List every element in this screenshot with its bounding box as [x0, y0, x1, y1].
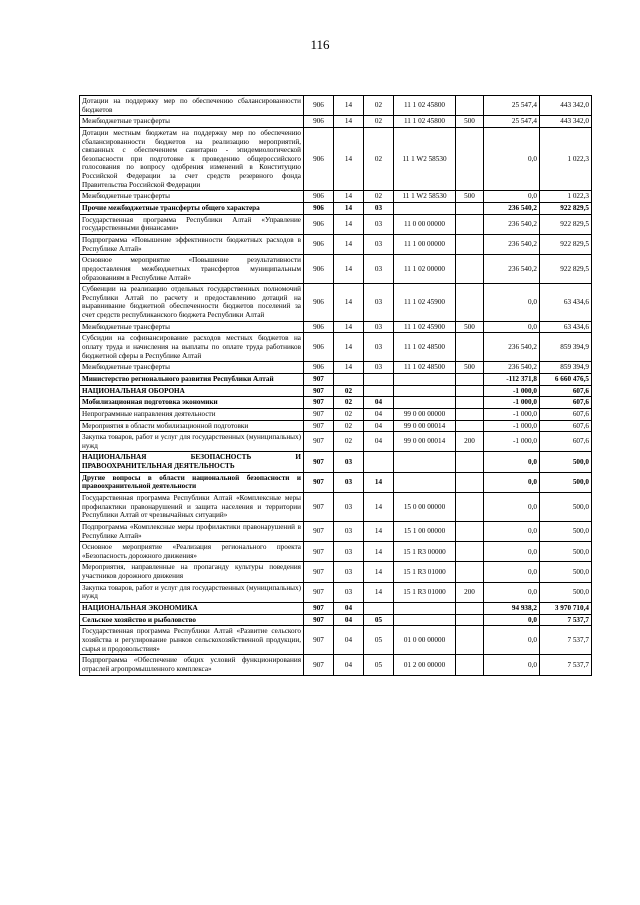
row-section-code: 14: [334, 234, 364, 254]
row-expense-type-code: [456, 521, 484, 541]
row-subsection-code: 03: [364, 362, 394, 374]
table-row: [80, 116, 592, 128]
row-amount-total: 500,0: [540, 562, 592, 582]
row-name: Другие вопросы в области национальной безопасности и правоохранительной деятельности: [80, 472, 304, 492]
row-section-code: 03: [334, 452, 364, 472]
table-row: [80, 408, 592, 420]
row-amount-total: 859 394,9: [540, 333, 592, 362]
row-section-code: 03: [334, 582, 364, 602]
table-row: [80, 582, 592, 602]
table-row: [80, 96, 592, 116]
row-section-code: 03: [334, 542, 364, 562]
table-row: [80, 127, 592, 190]
row-target-code: 11 1 02 00000: [394, 255, 456, 284]
row-target-code: [394, 472, 456, 492]
row-target-code: 99 0 00 00014: [394, 420, 456, 432]
row-ministry-code: 906: [304, 255, 334, 284]
table-row: [80, 562, 592, 582]
row-subsection-code: 04: [364, 397, 394, 409]
table-row: [80, 214, 592, 234]
table-row: [80, 521, 592, 541]
row-amount-change: 94 938,2: [484, 603, 540, 615]
row-target-code: [394, 203, 456, 215]
table-row: [80, 321, 592, 333]
row-section-code: 02: [334, 408, 364, 420]
table-row: [80, 234, 592, 254]
row-amount-change: 25 547,4: [484, 96, 540, 116]
row-expense-type-code: [456, 420, 484, 432]
row-name: НАЦИОНАЛЬНАЯ ОБОРОНА: [80, 385, 304, 397]
table-row: [80, 284, 592, 322]
row-expense-type-code: 500: [456, 321, 484, 333]
row-subsection-code: 02: [364, 116, 394, 128]
row-target-code: 11 1 02 45800: [394, 116, 456, 128]
row-name: Мероприятия в области мобилизационной подготовки: [80, 420, 304, 432]
row-amount-total: 607,6: [540, 397, 592, 409]
row-subsection-code: 03: [364, 284, 394, 322]
row-subsection-code: [364, 385, 394, 397]
row-section-code: [334, 373, 364, 385]
row-expense-type-code: [456, 655, 484, 675]
row-expense-type-code: 500: [456, 362, 484, 374]
row-target-code: 15 1 R3 01000: [394, 582, 456, 602]
row-amount-change: 0,0: [484, 562, 540, 582]
row-expense-type-code: [456, 385, 484, 397]
row-amount-change: 0,0: [484, 542, 540, 562]
row-expense-type-code: [456, 203, 484, 215]
row-ministry-code: 907: [304, 452, 334, 472]
row-name: Прочие межбюджетные трансферты общего характера: [80, 203, 304, 215]
row-expense-type-code: [456, 472, 484, 492]
table-row: [80, 385, 592, 397]
row-section-code: 03: [334, 492, 364, 521]
row-amount-change: 236 540,2: [484, 214, 540, 234]
table-row: [80, 472, 592, 492]
row-ministry-code: 907: [304, 385, 334, 397]
row-expense-type-code: [456, 492, 484, 521]
row-target-code: 11 1 02 48500: [394, 362, 456, 374]
row-amount-total: 607,6: [540, 408, 592, 420]
row-target-code: 01 2 00 00000: [394, 655, 456, 675]
row-amount-total: 500,0: [540, 582, 592, 602]
row-expense-type-code: [456, 603, 484, 615]
row-section-code: 14: [334, 116, 364, 128]
row-target-code: 11 1 02 48500: [394, 333, 456, 362]
row-name: Субсидии на софинансирование расходов местных бюджетов на оплату труда и начисления на выплаты по оплате труда работников бюджетной сферы в Республике Алтай: [80, 333, 304, 362]
row-expense-type-code: [456, 452, 484, 472]
table-row: [80, 362, 592, 374]
row-name: Межбюджетные трансферты: [80, 362, 304, 374]
row-amount-total: 607,6: [540, 420, 592, 432]
row-expense-type-code: [456, 562, 484, 582]
row-subsection-code: 04: [364, 432, 394, 452]
row-subsection-code: 03: [364, 214, 394, 234]
row-name: НАЦИОНАЛЬНАЯ БЕЗОПАСНОСТЬ И ПРАВООХРАНИТЕЛЬНАЯ ДЕЯТЕЛЬНОСТЬ: [80, 452, 304, 472]
row-ministry-code: 907: [304, 521, 334, 541]
row-ministry-code: 907: [304, 614, 334, 626]
row-amount-change: 236 540,2: [484, 362, 540, 374]
row-target-code: [394, 614, 456, 626]
row-name: Дотации на поддержку мер по обеспечению сбалансированности бюджетов: [80, 96, 304, 116]
row-ministry-code: 906: [304, 234, 334, 254]
row-amount-change: 236 540,2: [484, 234, 540, 254]
row-amount-change: 0,0: [484, 614, 540, 626]
row-amount-change: 0,0: [484, 191, 540, 203]
row-ministry-code: 907: [304, 603, 334, 615]
row-target-code: 11 1 W2 58530: [394, 191, 456, 203]
row-amount-change: 0,0: [484, 521, 540, 541]
row-ministry-code: 907: [304, 472, 334, 492]
row-amount-total: 63 434,6: [540, 284, 592, 322]
row-amount-change: 0,0: [484, 127, 540, 190]
row-target-code: [394, 397, 456, 409]
row-ministry-code: 906: [304, 127, 334, 190]
row-section-code: 04: [334, 614, 364, 626]
page-number: 116: [310, 37, 330, 52]
row-subsection-code: 02: [364, 191, 394, 203]
row-amount-total: 6 660 476,5: [540, 373, 592, 385]
table-row: [80, 492, 592, 521]
row-amount-total: 500,0: [540, 472, 592, 492]
row-ministry-code: 907: [304, 373, 334, 385]
row-amount-change: 0,0: [484, 284, 540, 322]
row-amount-total: 500,0: [540, 542, 592, 562]
row-target-code: 15 0 00 00000: [394, 492, 456, 521]
row-expense-type-code: [456, 127, 484, 190]
row-section-code: 04: [334, 626, 364, 655]
row-amount-total: 7 537,7: [540, 614, 592, 626]
row-section-code: 14: [334, 96, 364, 116]
table-row: [80, 655, 592, 675]
table-row: [80, 452, 592, 472]
row-subsection-code: 14: [364, 521, 394, 541]
row-section-code: 14: [334, 203, 364, 215]
row-expense-type-code: [456, 333, 484, 362]
row-amount-change: 0,0: [484, 472, 540, 492]
row-subsection-code: [364, 373, 394, 385]
row-section-code: 04: [334, 603, 364, 615]
row-target-code: [394, 385, 456, 397]
row-subsection-code: 04: [364, 408, 394, 420]
row-section-code: 03: [334, 562, 364, 582]
row-amount-total: 922 829,5: [540, 214, 592, 234]
row-section-code: 14: [334, 127, 364, 190]
row-name: Государственная программа Республики Алтай «Развитие сельского хозяйства и регулирование рынков сельскохозяйственной продукции, сырья и продовольствия»: [80, 626, 304, 655]
row-amount-total: 500,0: [540, 492, 592, 521]
table-row: [80, 373, 592, 385]
row-amount-total: 3 970 710,4: [540, 603, 592, 615]
row-ministry-code: 907: [304, 492, 334, 521]
row-section-code: 14: [334, 333, 364, 362]
row-amount-change: 236 540,2: [484, 203, 540, 215]
row-amount-total: 1 022,3: [540, 191, 592, 203]
row-subsection-code: 14: [364, 492, 394, 521]
row-subsection-code: 05: [364, 626, 394, 655]
row-amount-change: -1 000,0: [484, 420, 540, 432]
row-amount-change: 0,0: [484, 626, 540, 655]
row-name: Закупка товаров, работ и услуг для государственных (муниципальных) нужд: [80, 432, 304, 452]
row-amount-change: -1 000,0: [484, 408, 540, 420]
row-amount-change: -112 371,8: [484, 373, 540, 385]
row-expense-type-code: 500: [456, 116, 484, 128]
row-subsection-code: 14: [364, 562, 394, 582]
row-amount-change: 236 540,2: [484, 255, 540, 284]
row-subsection-code: 04: [364, 420, 394, 432]
row-ministry-code: 907: [304, 408, 334, 420]
row-ministry-code: 907: [304, 542, 334, 562]
row-subsection-code: 14: [364, 472, 394, 492]
row-amount-total: 500,0: [540, 521, 592, 541]
row-name: Подпрограмма «Обеспечение общих условий функционирования отраслей агропромышленного комплекса»: [80, 655, 304, 675]
row-expense-type-code: [456, 96, 484, 116]
row-section-code: 03: [334, 521, 364, 541]
row-expense-type-code: 200: [456, 432, 484, 452]
row-target-code: 11 0 00 00000: [394, 214, 456, 234]
row-section-code: 02: [334, 397, 364, 409]
row-name: Межбюджетные трансферты: [80, 191, 304, 203]
row-section-code: 14: [334, 214, 364, 234]
table-row: [80, 542, 592, 562]
row-ministry-code: 906: [304, 96, 334, 116]
row-target-code: 15 1 00 00000: [394, 521, 456, 541]
row-section-code: 14: [334, 191, 364, 203]
row-name: Межбюджетные трансферты: [80, 116, 304, 128]
row-ministry-code: 907: [304, 626, 334, 655]
row-name: Межбюджетные трансферты: [80, 321, 304, 333]
table-row: [80, 614, 592, 626]
row-subsection-code: 03: [364, 203, 394, 215]
row-amount-total: 922 829,5: [540, 234, 592, 254]
row-target-code: [394, 452, 456, 472]
row-subsection-code: [364, 603, 394, 615]
row-amount-change: -1 000,0: [484, 397, 540, 409]
row-amount-change: 0,0: [484, 655, 540, 675]
row-name: Государственная программа Республики Алтай «Комплексные меры профилактики правонарушений и защита населения и территории Республики Алтай от чрезвычайных ситуаций»: [80, 492, 304, 521]
row-amount-total: 607,6: [540, 385, 592, 397]
row-target-code: 11 1 00 00000: [394, 234, 456, 254]
row-ministry-code: 906: [304, 203, 334, 215]
row-name: Мобилизационная подготовка экономики: [80, 397, 304, 409]
row-expense-type-code: [456, 373, 484, 385]
row-expense-type-code: [456, 397, 484, 409]
row-amount-change: -1 000,0: [484, 385, 540, 397]
row-target-code: 11 1 W2 58530: [394, 127, 456, 190]
row-section-code: 02: [334, 432, 364, 452]
row-subsection-code: [364, 452, 394, 472]
row-subsection-code: 03: [364, 321, 394, 333]
row-ministry-code: 907: [304, 432, 334, 452]
row-name: Государственная программа Республики Алтай «Управление государственными финансами»: [80, 214, 304, 234]
row-name: Дотации местным бюджетам на поддержку мер по обеспечению сбалансированности бюджетов на реализацию мероприятий, связанных с обеспечением санитарно - эпидемиологической безопасности при подготовке к проведению общероссийского голосования по вопросу одобрения изменений в Конституцию Российской Федерации за счет средств резервного фонда Правительства Российской Федерации: [80, 127, 304, 190]
row-name: Основное мероприятие «Реализация регионального проекта «Безопасность дорожного движения»: [80, 542, 304, 562]
row-ministry-code: 907: [304, 562, 334, 582]
row-amount-total: 443 342,0: [540, 96, 592, 116]
row-ministry-code: 907: [304, 420, 334, 432]
row-ministry-code: 907: [304, 655, 334, 675]
row-expense-type-code: 200: [456, 582, 484, 602]
row-section-code: 14: [334, 362, 364, 374]
row-name: Непрограммные направления деятельности: [80, 408, 304, 420]
row-expense-type-code: [456, 626, 484, 655]
row-ministry-code: 906: [304, 191, 334, 203]
row-target-code: 11 1 02 45800: [394, 96, 456, 116]
row-ministry-code: 906: [304, 214, 334, 234]
row-ministry-code: 906: [304, 116, 334, 128]
row-amount-total: 443 342,0: [540, 116, 592, 128]
row-subsection-code: 03: [364, 234, 394, 254]
row-expense-type-code: [456, 408, 484, 420]
table-row: [80, 255, 592, 284]
table-row: [80, 397, 592, 409]
row-expense-type-code: [456, 614, 484, 626]
row-target-code: 99 0 00 00000: [394, 408, 456, 420]
row-subsection-code: 03: [364, 255, 394, 284]
row-amount-total: 607,6: [540, 432, 592, 452]
row-amount-change: 0,0: [484, 321, 540, 333]
row-amount-change: 236 540,2: [484, 333, 540, 362]
row-expense-type-code: [456, 234, 484, 254]
row-expense-type-code: 500: [456, 191, 484, 203]
row-amount-change: -1 000,0: [484, 432, 540, 452]
row-subsection-code: 14: [364, 542, 394, 562]
row-name: Основное мероприятие «Повышение результативности предоставления межбюджетных трансфертов муниципальным образованиям в Республике Алтай»: [80, 255, 304, 284]
row-name: Подпрограмма «Комплексные меры профилактики правонарушений в Республике Алтай»: [80, 521, 304, 541]
table-row: [80, 420, 592, 432]
table-row: [80, 603, 592, 615]
row-target-code: 15 1 R3 00000: [394, 542, 456, 562]
row-name: Сельское хозяйство и рыболовство: [80, 614, 304, 626]
row-name: Мероприятия, направленные на пропаганду культуры поведения участников дорожного движения: [80, 562, 304, 582]
table-row: [80, 333, 592, 362]
row-ministry-code: 906: [304, 362, 334, 374]
row-amount-total: 922 829,5: [540, 203, 592, 215]
row-subsection-code: 02: [364, 127, 394, 190]
row-amount-total: 7 537,7: [540, 626, 592, 655]
budget-table: [79, 95, 592, 676]
row-ministry-code: 906: [304, 284, 334, 322]
row-amount-total: 922 829,5: [540, 255, 592, 284]
row-ministry-code: 907: [304, 397, 334, 409]
row-section-code: 02: [334, 420, 364, 432]
row-name: Подпрограмма «Повышение эффективности бюджетных расходов в Республике Алтай»: [80, 234, 304, 254]
row-amount-total: 63 434,6: [540, 321, 592, 333]
row-section-code: 04: [334, 655, 364, 675]
row-section-code: 14: [334, 284, 364, 322]
row-target-code: 11 1 02 45900: [394, 284, 456, 322]
table-row: [80, 432, 592, 452]
table-row: [80, 626, 592, 655]
row-subsection-code: 03: [364, 333, 394, 362]
row-amount-total: 1 022,3: [540, 127, 592, 190]
row-section-code: 14: [334, 255, 364, 284]
row-expense-type-code: [456, 214, 484, 234]
row-target-code: 01 0 00 00000: [394, 626, 456, 655]
row-amount-change: 25 547,4: [484, 116, 540, 128]
row-section-code: 03: [334, 472, 364, 492]
row-target-code: [394, 603, 456, 615]
row-amount-total: 7 537,7: [540, 655, 592, 675]
row-target-code: 11 1 02 45900: [394, 321, 456, 333]
row-ministry-code: 907: [304, 582, 334, 602]
row-expense-type-code: [456, 284, 484, 322]
row-name: Министерство регионального развития Республики Алтай: [80, 373, 304, 385]
row-subsection-code: 05: [364, 655, 394, 675]
row-amount-change: 0,0: [484, 492, 540, 521]
row-name: Закупка товаров, работ и услуг для государственных (муниципальных) нужд: [80, 582, 304, 602]
row-amount-change: 0,0: [484, 582, 540, 602]
row-subsection-code: 05: [364, 614, 394, 626]
row-section-code: 14: [334, 321, 364, 333]
row-subsection-code: 14: [364, 582, 394, 602]
row-expense-type-code: [456, 542, 484, 562]
row-target-code: 15 1 R3 01000: [394, 562, 456, 582]
row-ministry-code: 906: [304, 321, 334, 333]
table-row: [80, 203, 592, 215]
row-section-code: 02: [334, 385, 364, 397]
table-row: [80, 191, 592, 203]
row-target-code: [394, 373, 456, 385]
row-amount-change: 0,0: [484, 452, 540, 472]
row-amount-total: 859 394,9: [540, 362, 592, 374]
row-target-code: 99 0 00 00014: [394, 432, 456, 452]
row-name: НАЦИОНАЛЬНАЯ ЭКОНОМИКА: [80, 603, 304, 615]
row-expense-type-code: [456, 255, 484, 284]
row-name: Субвенции на реализацию отдельных государственных полномочий Республики Алтай по расчету и предоставлению дотаций на выравнивание бюджетной обеспеченности бюджетов поселений за счет средств республиканского бюджета Республики Алтай: [80, 284, 304, 322]
row-ministry-code: 906: [304, 333, 334, 362]
row-subsection-code: 02: [364, 96, 394, 116]
row-amount-total: 500,0: [540, 452, 592, 472]
